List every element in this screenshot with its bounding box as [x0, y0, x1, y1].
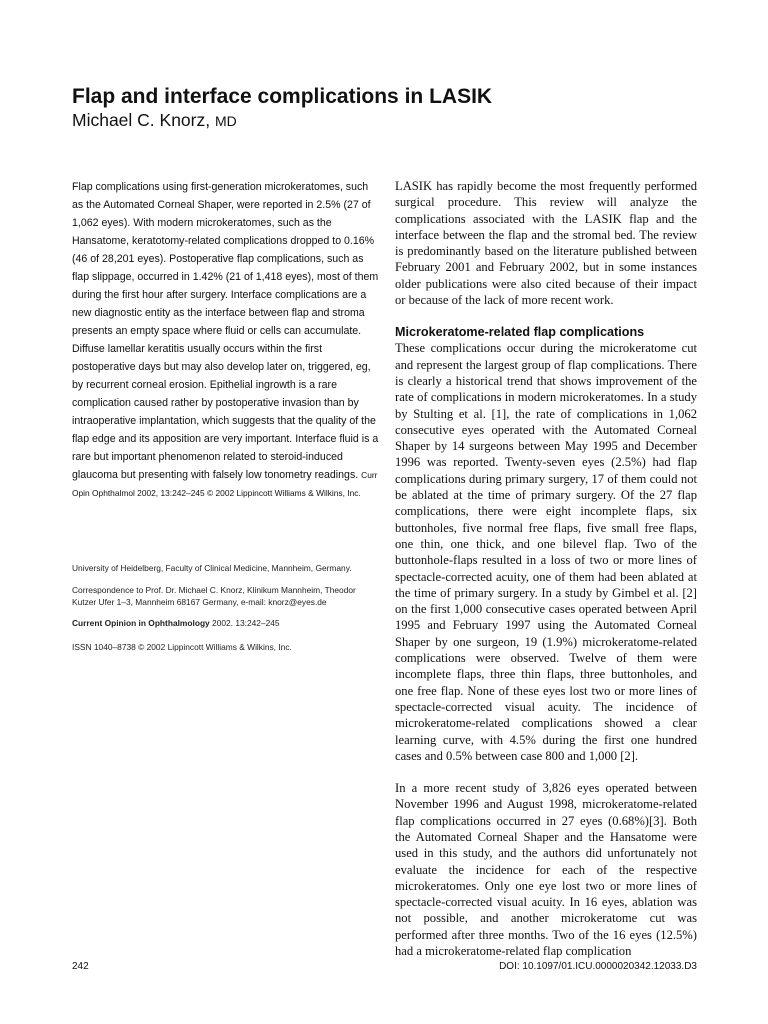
article-title: Flap and interface complications in LASIK [72, 85, 493, 108]
body-paragraph-2: In a more recent study of 3,826 eyes operated between November 1996 and August 1998, microkeratome-related flap complications occurred in 27 eyes (0.68%)[3]. Both the Automated Corneal Shaper and the Hansatome were used in this study, and the authors did unfortunately not evaluate the incidence for each of the respective microkeratomes. Only one eye lost two or more lines of spectacle-corrected visual acuity. In 16 eyes, ablation was not possible, and another microkeratome cut was performed after three months. Two of the 16 eyes (12.5%) had a microkeratome-related flap complication [395, 781, 697, 959]
journal-reference [72, 617, 382, 629]
author-name: Michael C. Knorz, [72, 110, 211, 130]
page-number: 242 [72, 961, 89, 972]
journal-volume: 2002. 13:242–245 [209, 618, 280, 628]
abstract-citation: Curr Opin Ophthalmol 2002, 13:242–245 © 2002 Lippincott Williams & Wilkins, Inc. [72, 470, 378, 498]
author-line [72, 109, 237, 132]
intro-paragraph: LASIK has rapidly become the most frequently performed surgical procedure. This review will analyze the complications associated with the LASIK flap and the interface between the flap and the stromal bed. The review is predominantly based on the literature published between February 2001 and February 2002, but in some instances older publications were also cited because of their impact or because of the lack of more recent work. [395, 179, 697, 308]
body-paragraph-1: These complications occur during the microkeratome cut and represent the largest group of flap complications. There is clearly a historical trend that shows improvement of the rate of complications in modern microkeratomes. In a study by Stulting et al. [1], the rate of complications in 1,062 consecutive eyes operated with the Automated Corneal Shaper by 14 surgeons between May 1995 and December 1996 was reported. Twenty-seven eyes (2.5%) had flap complications during primary surgery, 17 of them could not be ablated at the time of primary surgery. Of the 27 flap complications, there were eight incomplete flaps, six buttonholes, five normal free flaps, five small free flaps, one thin, one thick, and one bilevel flap. Two of the buttonhole-flaps resulted in a loss of two or more lines of spectacle-corrected acuity, one of them had been ablated at the time of primary surgery. In a study by Gimbel et al. [2] on the first 1,000 consecutive cases operated between April 1995 and February 1997 using the Automated Corneal Shaper by one surgeon, 19 (1.9%) microkeratome-related complications were observed. Twelve of them were incomplete flaps, three thin flaps, three buttonholes, and one free flap. None of these eyes lost two or more lines of spectacle-corrected visual acuity. The incidence of microkeratome-related complications showed a clear learning curve, with 4.5% during the first one hundred cases and 0.5% between case 800 and 1,000 [2]. [395, 341, 697, 763]
doi: DOI: 10.1097/01.ICU.0000020342.12033.D3 [499, 961, 697, 972]
journal-name: Current Opinion in Ophthalmology [72, 618, 210, 628]
abstract-column [72, 178, 382, 653]
issn-line: ISSN 1040–8738 © 2002 Lippincott Williams & Wilkins, Inc. [72, 642, 292, 652]
abstract [72, 178, 382, 502]
author-degree: MD [214, 113, 237, 129]
affiliation: University of Heidelberg, Faculty of Clinical Medicine, Mannheim, Germany. [72, 563, 352, 573]
abstract-text: Flap complications using first-generation microkeratomes, such as the Automated Corneal Shaper, were reported in 2.5% (27 of 1,062 eyes). With modern microkeratomes, such as the Hansatome, keratotomy-related complications dropped to 0.16% (46 of 28,201 eyes). Postoperative flap complications, such as flap slippage, occurred in 1.42% (21 of 1,418 eyes), most of them during the first hour after surgery. Interface complications are a new diagnostic entity as the interface between flap and stroma presents an empty space where fluid or cells can accumulate. Diffuse lamellar keratitis usually occurs within the first postoperative days but may also develop later on, triggered, eg, by recurrent corneal erosion. Epithelial ingrowth is a rare complication caused rather by postoperative invasion than by intraoperative implantation, which suggests that the quality of the flap edge and its apposition are very important. Interface fluid is a rare but important phenomenon related to steroid-induced glaucoma but presenting with falsely low tonometry readings. [72, 181, 379, 481]
section-heading: Microkeratome-related flap complications [395, 325, 645, 340]
correspondence: Correspondence to Prof. Dr. Michael C. Knorz, Klinikum Mannheim, Theodor Kutzer Ufer 1–3, Mannheim 68167 Germany, e-mail: knorz@eyes.de [72, 585, 356, 607]
body-column [395, 178, 697, 959]
